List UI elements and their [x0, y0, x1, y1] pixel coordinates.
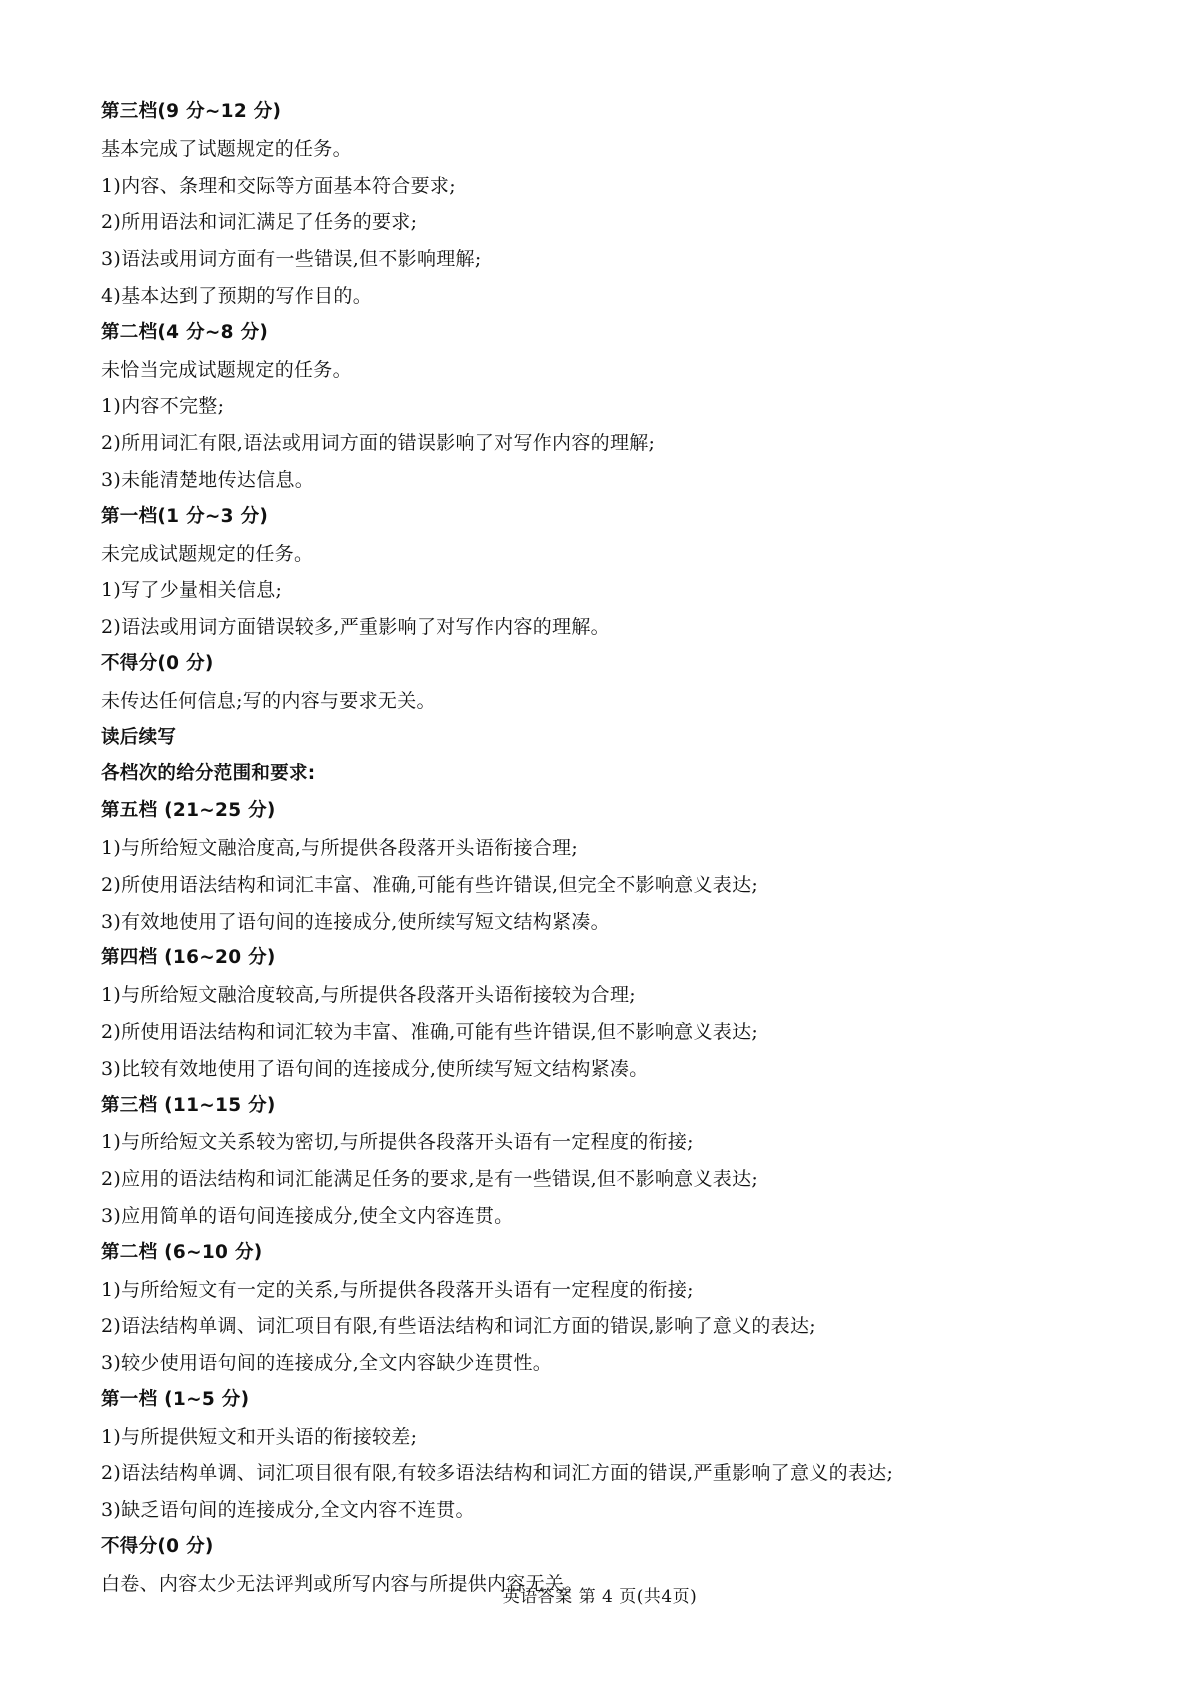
section-heading: 第五档 (21~25 分) [101, 800, 276, 822]
rubric-line: 未恰当完成试题规定的任务。 [101, 358, 352, 381]
rubric-line: 白卷、内容太少无法评判或所写内容与所提供内容无关。 [101, 1572, 584, 1595]
section-heading: 读后续写 [101, 726, 177, 748]
page-footer: 英语答案 第 4 页(共4页) [502, 1587, 698, 1607]
section-heading: 第三档 (11~15 分) [101, 1094, 276, 1116]
section-heading: 第四档 (16~20 分) [101, 947, 276, 969]
rubric-line: 1)与所给短文关系较为密切,与所提供各段落开头语有一定程度的衔接; [101, 1131, 694, 1154]
rubric-line: 2)所使用语法结构和词汇较为丰富、准确,可能有些许错误,但不影响意义表达; [101, 1020, 759, 1043]
rubric-line: 1)内容不完整; [101, 395, 225, 418]
section-heading: 不得分(0 分) [101, 1536, 214, 1558]
scoring-rubric-body [101, 94, 1101, 1603]
rubric-line: 3)比较有效地使用了语句间的连接成分,使所续写短文结构紧凑。 [101, 1057, 649, 1080]
rubric-line: 3)较少使用语句间的连接成分,全文内容缺少连贯性。 [101, 1352, 553, 1375]
rubric-line: 2)所用语法和词汇满足了任务的要求; [101, 211, 418, 234]
rubric-line: 1)与所提供短文和开头语的衔接较差; [101, 1425, 418, 1448]
rubric-line: 2)所使用语法结构和词汇丰富、准确,可能有些许错误,但完全不影响意义表达; [101, 873, 759, 896]
rubric-line: 4)基本达到了预期的写作目的。 [101, 284, 373, 307]
section-heading: 第三档(9 分~12 分) [101, 101, 282, 122]
section-heading: 第一档(1 分~3 分) [101, 505, 269, 527]
rubric-line: 1)内容、条理和交际等方面基本符合要求; [101, 174, 456, 197]
rubric-line: 1)与所给短文有一定的关系,与所提供各段落开头语有一定程度的衔接; [101, 1278, 694, 1301]
rubric-line: 2)语法结构单调、词汇项目有限,有些语法结构和词汇方面的错误,影响了意义的表达; [101, 1315, 816, 1338]
rubric-line: 3)应用简单的语句间连接成分,使全文内容连贯。 [101, 1204, 514, 1227]
section-heading: 第二档(4 分~8 分) [101, 321, 269, 343]
rubric-line: 2)语法或用词方面错误较多,严重影响了对写作内容的理解。 [101, 616, 610, 639]
rubric-line: 2)语法结构单调、词汇项目很有限,有较多语法结构和词汇方面的错误,严重影响了意义的表达; [101, 1462, 894, 1485]
rubric-line: 1)写了少量相关信息; [101, 579, 283, 602]
rubric-line: 3)有效地使用了语句间的连接成分,使所续写短文结构紧凑。 [101, 910, 610, 933]
section-heading: 第一档 (1~5 分) [101, 1388, 250, 1410]
rubric-line: 3)缺乏语句间的连接成分,全文内容不连贯。 [101, 1499, 475, 1522]
rubric-line: 3)未能清楚地传达信息。 [101, 468, 315, 491]
section-heading: 第二档 (6~10 分) [101, 1241, 263, 1263]
rubric-line: 基本完成了试题规定的任务。 [101, 137, 352, 160]
section-heading: 不得分(0 分) [101, 652, 214, 674]
rubric-line: 2)应用的语法结构和词汇能满足任务的要求,是有一些错误,但不影响意义表达; [101, 1168, 759, 1191]
rubric-line: 1)与所给短文融洽度高,与所提供各段落开头语衔接合理; [101, 836, 579, 859]
section-heading: 各档次的给分范围和要求: [101, 763, 316, 785]
rubric-line: 3)语法或用词方面有一些错误,但不影响理解; [101, 248, 482, 271]
rubric-line: 未传达任何信息;写的内容与要求无关。 [101, 689, 436, 712]
rubric-line: 未完成试题规定的任务。 [101, 542, 314, 565]
rubric-line: 1)与所给短文融洽度较高,与所提供各段落开头语衔接较为合理; [101, 984, 636, 1007]
rubric-line: 2)所用词汇有限,语法或用词方面的错误影响了对写作内容的理解; [101, 432, 656, 455]
